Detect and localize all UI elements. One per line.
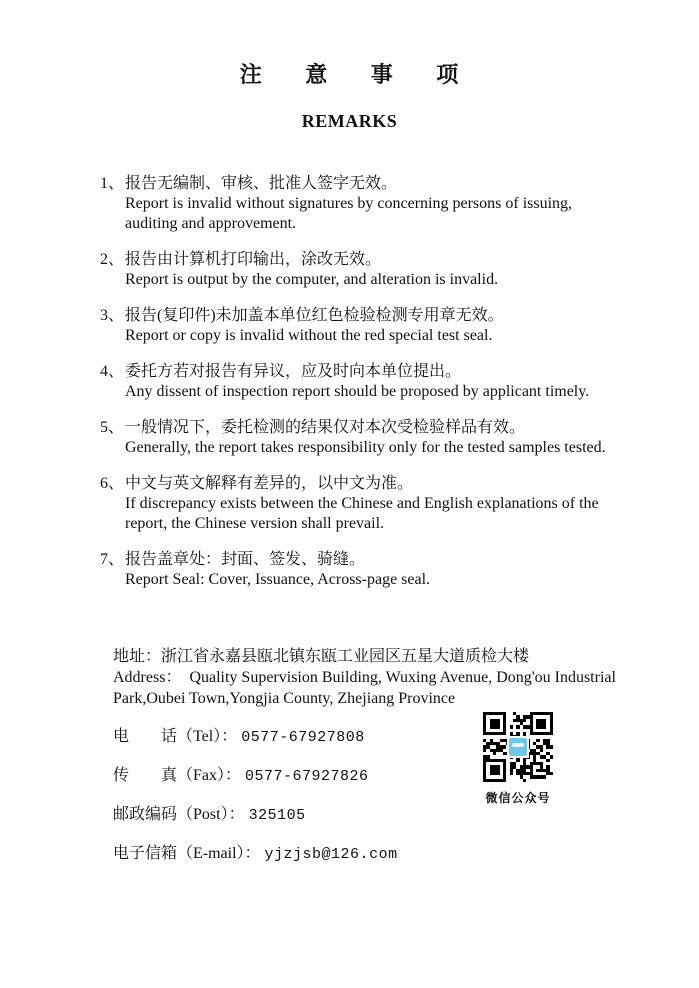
item-number: 5、 [100,419,125,436]
item-text-en: Report is invalid without signatures by concerning persons of issuing, [125,195,573,212]
item-text-zh: 一般情况下，委托检测的结果仅对本次受检验样品有效。 [125,419,526,436]
item-body [125,306,504,346]
telephone-row [113,727,673,748]
item-text-zh: 报告(复印件)未加盖本单位红色检验检测专用章无效。 [125,307,504,324]
list-item [100,474,630,534]
address-en: Park,Oubei Town,Yongjia County, Zhejiang Province [113,690,456,707]
fax-row [113,766,673,787]
item-body [125,550,430,590]
item-text-zh: 委托方若对报告有异议，应及时向本单位提出。 [125,363,462,380]
item-body [125,474,599,534]
item-number: 7、 [100,551,125,568]
item-body [125,250,498,290]
postcode-row [113,805,673,826]
email-value: yjzjsb@126.com [264,846,398,863]
item-text-en: Generally, the report takes responsibility only for the tested samples tested. [125,439,606,456]
page-title-zh: 注 意 事 项 [239,62,460,87]
page-title-en: REMARKS [301,111,398,131]
contact-footer [113,646,673,865]
item-number: 2、 [100,251,125,268]
wechat-qr-block [483,712,553,806]
item-number: 4、 [100,363,125,380]
wechat-qr-code [483,712,553,782]
list-item [100,306,630,346]
item-text-zh: 报告盖章处：封面、签发、骑缝。 [125,551,366,568]
telephone-label: 电 话（Tel）： [113,728,242,745]
item-number: 6、 [100,475,125,492]
remark-list [100,174,630,590]
list-item [100,362,630,402]
item-text-en: auditing and approvement. [125,215,297,232]
list-item [100,418,630,458]
postcode-value: 325105 [248,807,306,824]
postcode-label: 邮政编码（Post）： [113,806,249,823]
item-text-en: If discrepancy exists between the Chinese and English explanations of the [125,495,599,512]
item-body [125,362,589,402]
item-text-en: report, the Chinese version shall prevail. [125,515,385,532]
address-zh: 地址：浙江省永嘉县瓯北镇东瓯工业园区五星大道质检大楼 [113,648,530,665]
item-text-zh: 报告无编制、审核、批准人签字无效。 [125,175,398,192]
item-text-en: Report Seal: Cover, Issuance, Across-page seal. [125,571,431,588]
item-number: 1、 [100,175,125,192]
list-item [100,174,630,234]
item-body [125,418,606,458]
item-body [125,174,572,234]
item-number: 3、 [100,307,125,324]
list-item [100,550,630,590]
address-en: Address： Quality Supervision Building, Wuxing Avenue, Dong'ou Industrial [113,669,616,686]
email-row [113,844,673,865]
list-item [100,250,630,290]
qr-center-logo-icon [507,736,529,758]
item-text-en: Report or copy is invalid without the red special test seal. [125,327,493,344]
item-text-en: Any dissent of inspection report should be proposed by applicant timely. [125,383,590,400]
item-text-en: Report is output by the computer, and alteration is invalid. [125,271,499,288]
email-label: 电子信箱（E-mail）： [113,845,265,862]
address-block [113,646,673,709]
item-text-zh: 报告由计算机打印输出，涂改无效。 [125,251,382,268]
qr-caption: 微信公众号 [485,791,551,805]
item-text-zh: 中文与英文解释有差异的，以中文为准。 [125,475,414,492]
fax-label: 传 真（Fax）： [113,767,246,784]
telephone-value: 0577-67927808 [241,729,365,746]
fax-value: 0577-67927826 [245,768,369,785]
